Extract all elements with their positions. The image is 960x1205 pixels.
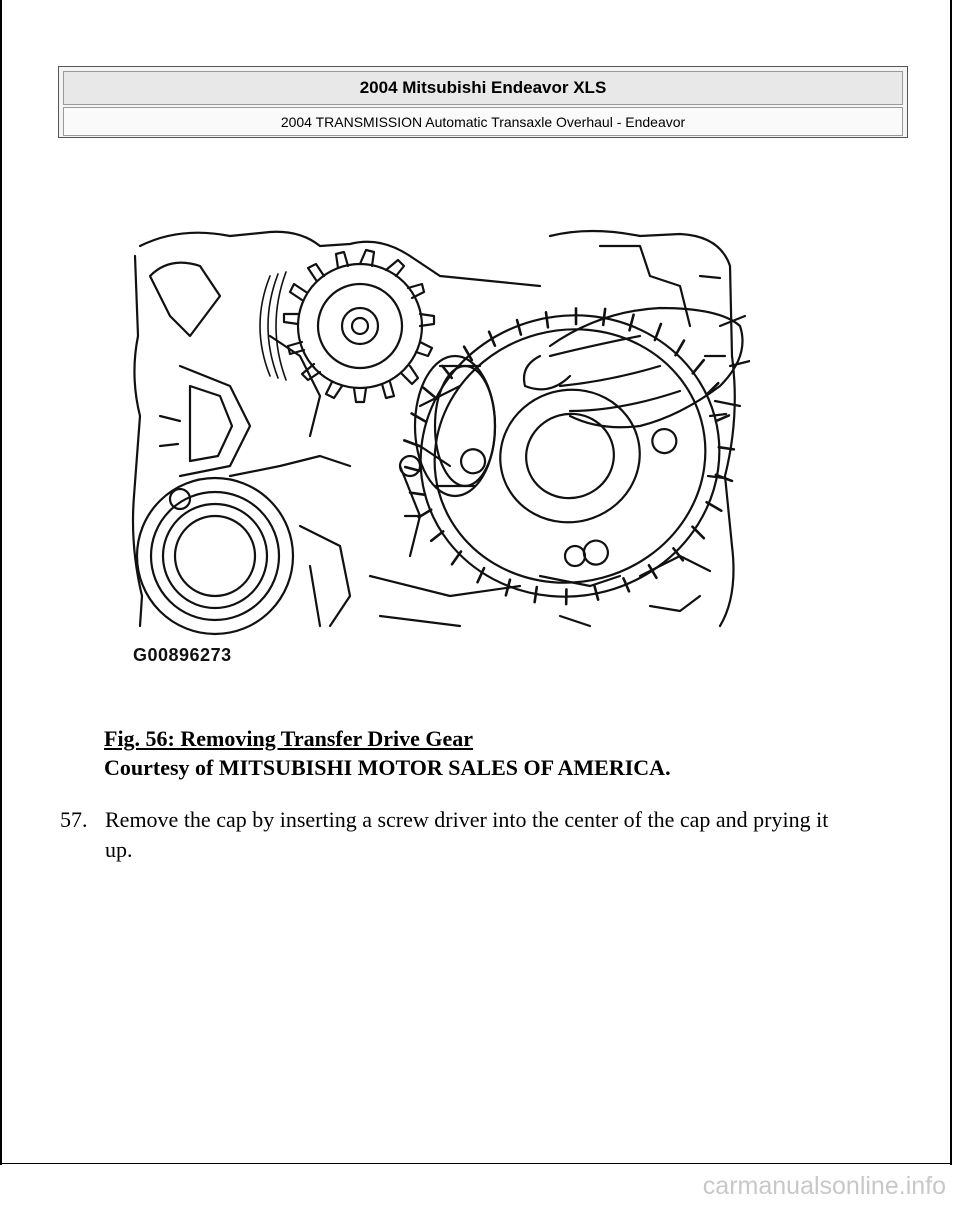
step-number: 57. xyxy=(60,807,88,832)
vehicle-title: 2004 Mitsubishi Endeavor XLS xyxy=(63,71,903,105)
transfer-drive-gear-illustration xyxy=(120,216,750,676)
figure-caption-title: Fig. 56: Removing Transfer Drive Gear xyxy=(104,726,474,751)
figure-courtesy: Courtesy of MITSUBISHI MOTOR SALES OF AMERICA. xyxy=(104,755,671,780)
site-watermark: carmanualsonline.info xyxy=(702,1172,946,1200)
section-title: 2004 TRANSMISSION Automatic Transaxle Overhaul - Endeavor xyxy=(63,107,903,136)
figure-code: G00896273 xyxy=(133,645,232,665)
page-border-right xyxy=(950,0,952,1165)
page-border-bottom xyxy=(0,1163,952,1164)
procedure-step xyxy=(60,805,860,865)
document-header xyxy=(58,66,908,138)
step-text: Remove the cap by inserting a screw driver into the center of the cap and prying it up. xyxy=(105,807,829,862)
page-border-left xyxy=(0,0,2,1165)
